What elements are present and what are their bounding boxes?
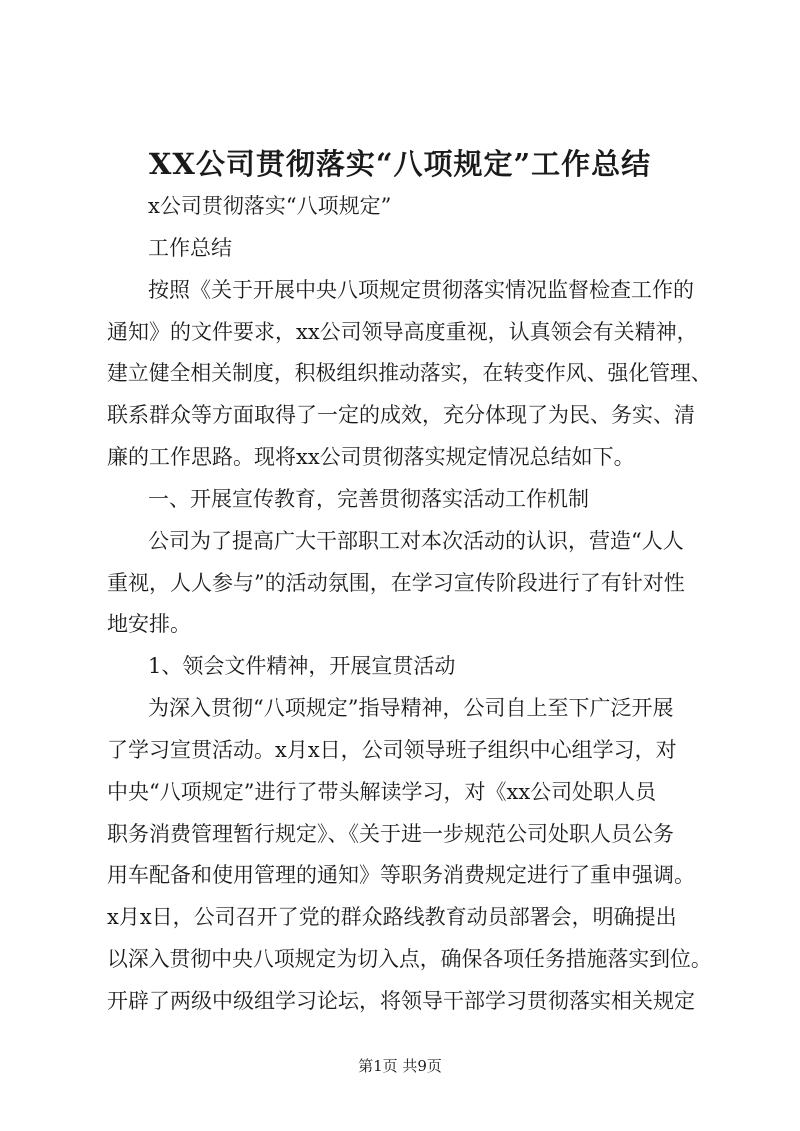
text-line: 重视，人人参与”的活动氛围，在学习宣传阶段进行了有针对性 xyxy=(107,571,685,595)
text-line: 职务消费管理暂行规定》、《关于进一步规范公司处职人员公务 xyxy=(107,822,674,846)
text-line: 了学习宣贯活动。x月x日，公司领导班子组织中心组学习，对 xyxy=(107,738,677,762)
page-number: 第1页 共9页 xyxy=(358,1057,442,1075)
section-heading: 一、开展宣传教育，完善贯彻落实活动工作机制 xyxy=(148,487,589,511)
subsection-heading: 1、领会文件精神，开展宣贯活动 xyxy=(148,654,456,678)
text-line: 廉的工作思路。现将xx公司贯彻落实规定情况总结如下。 xyxy=(107,445,635,469)
text-line: x月x日，公司召开了党的群众路线教育动员部署会，明确提出 xyxy=(107,905,677,929)
text-line: 用车配备和使用管理的通知》等职务消费规定进行了重申强调。 xyxy=(107,863,695,887)
text-line: 联系群众等方面取得了一定的成效，充分体现了为民、务实、清 xyxy=(107,403,695,427)
text-line: 建立健全相关制度，积极组织推动落实，在转变作风、强化管理、 xyxy=(107,361,712,385)
text-line: 中央“八项规定”进行了带头解读学习，对《xx公司处职人员 xyxy=(107,780,657,804)
text-line: 开辟了两级中级组学习论坛，将领导干部学习贯彻落实相关规定 xyxy=(107,989,695,1013)
text-line: 地安排。 xyxy=(107,612,191,636)
text-line: 通知》的文件要求，xx公司领导高度重视，认真领会有关精神， xyxy=(107,320,698,344)
text-line: 工作总结 xyxy=(148,236,232,260)
text-line: x公司贯彻落实“八项规定” xyxy=(148,194,392,218)
text-line: 按照《关于开展中央八项规定贯彻落实情况监督检查工作的 xyxy=(148,278,694,302)
text-line: 以深入贯彻中央八项规定为切入点，确保各项任务措施落实到位。 xyxy=(107,947,712,971)
text-line: 为深入贯彻“八项规定”指导精神，公司自上至下广泛开展 xyxy=(148,696,674,720)
text-line: 公司为了提高广大干部职工对本次活动的认识，营造“人人 xyxy=(148,529,684,553)
document-title: XX公司贯彻落实“八项规定”工作总结 xyxy=(148,147,652,181)
